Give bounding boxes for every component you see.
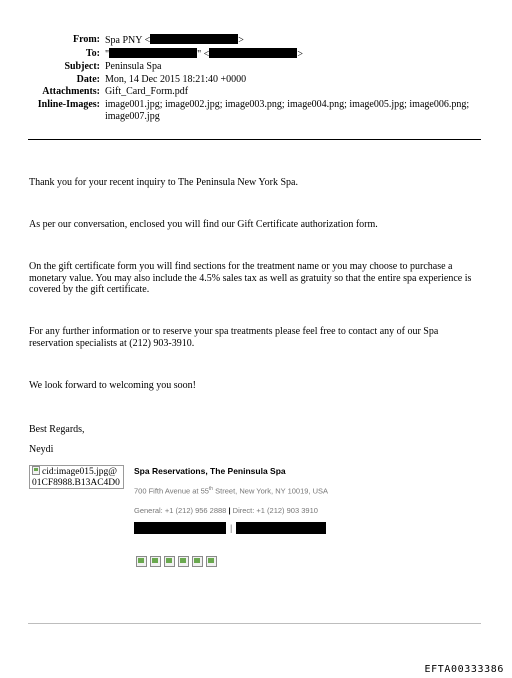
date-label: Date: [76,73,100,85]
signature-phones: General: +1 (212) 956 2888 | Direct: +1 (212) 903 3910 [134,506,318,515]
subject-label: Subject: [64,61,100,72]
body-paragraph: Thank you for your recent inquiry to The Peninsula New York Spa. [29,177,298,188]
from-label: From: [72,34,100,45]
redaction-box [209,48,297,58]
from-value: Spa PNY < > [105,35,244,46]
social-icons-row [136,556,220,567]
broken-image-icon [32,466,40,475]
to-row [0,48,512,62]
social-link-icon[interactable] [206,556,217,567]
social-link-icon[interactable] [192,556,203,567]
social-link-icon[interactable] [178,556,189,567]
signature-address: 700 Fifth Avenue at 55th Street, New York, NY 10019, USA [134,486,329,496]
email-header [0,34,512,124]
header-divider [28,139,481,140]
inline-images-label: Inline-Images: [37,98,100,110]
social-link-icon[interactable] [136,556,147,567]
redaction-box [134,522,226,534]
redaction-box [236,522,326,534]
closing-text: Best Regards, [29,424,85,435]
to-value: " " < > [105,48,303,60]
social-link-icon[interactable] [164,556,175,567]
attachment-link[interactable]: Gift_Card_Form.pdf [105,86,189,97]
subject-row [0,61,512,74]
inline-images-row [0,99,512,124]
body-paragraph: We look forward to welcoming you soon! [29,380,196,391]
sender-name: Neydi [29,444,54,455]
to-label: To: [85,47,100,59]
signature-org: Spa Reservations, The Peninsula Spa [134,466,286,476]
inline-images-value: image001.jpg; image002.jpg; image003.png; image004.png; image005.jpg; image006.png; image007.jpg [105,98,470,122]
redaction-box [109,48,197,58]
date-row [0,74,512,87]
document-id: EFTA00333386 [424,664,504,675]
from-row [0,34,512,48]
date-value: Mon, 14 Dec 2015 18:21:40 +0000 [105,73,247,85]
body-paragraph: On the gift certificate form you will find sections for the treatment name or you may choose to purchase a monetary value. You may also include the 4.5% sales tax as well as gratuity so that the entire spa experience is covered by the gift certificate. [29,261,472,295]
footer-divider [28,623,481,624]
attachments-label: Attachments: [42,86,100,97]
social-link-icon[interactable] [150,556,161,567]
redaction-box [150,34,238,44]
subject-value: Peninsula Spa [105,61,162,72]
body-paragraph: For any further information or to reserve your spa treatments please feel free to contact any of our Spa reservation specialists at (212) 903-3910. [29,326,439,349]
signature-image-placeholder: cid:image015.jpg@ 01CF8988.B13AC4D0 [29,465,124,489]
attachments-row [0,86,512,99]
body-paragraph: As per our conversation, enclosed you will find our Gift Certificate authorization form. [29,219,378,230]
signature-redacted-contacts: | [134,522,326,534]
